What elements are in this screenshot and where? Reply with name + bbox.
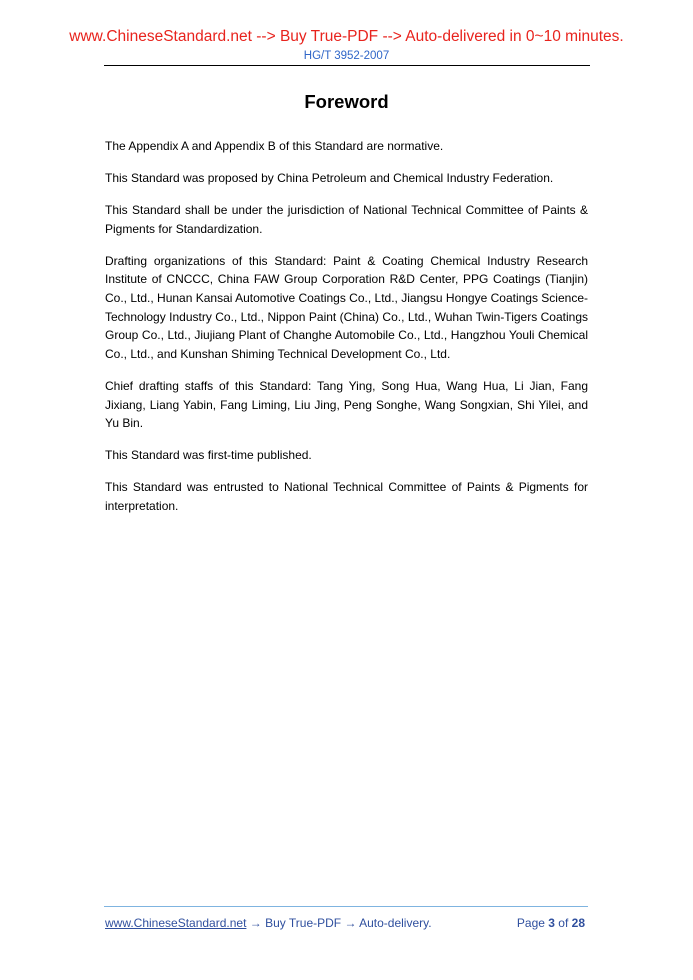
footer-promo-text: → Buy True-PDF → Auto-delivery. bbox=[246, 916, 432, 930]
paragraph-drafting-staffs: Chief drafting staffs of this Standard: Tang Ying, Song Hua, Wang Hua, Li Jian, Fang Jixiang, Liang Yabin, Fang Liming, Liu Jing, Peng Songhe, Wang Songxian, Shi Yilei, and Yu Bin. bbox=[105, 378, 588, 431]
paragraph-drafting-organizations: Drafting organizations of this Standard: Paint & Coating Chemical Industry Research Institute of CNCCC, China FAW Group Corporation R&D Center, PPG Coatings (Tianjin) Co., Ltd., Hunan Kansai Automotive Coatings Co., Ltd., Jiangsu Hongye Coatings Science-Technology Industry Co., Ltd., Nippon Paint (China) Co., Ltd., Wuhan Twin-Tigers Coatings Group Co., Ltd., Jiujiang Plant of Changhe Automobile Co., Ltd., Hangzhou Youli Chemical Co., Ltd., and Kunshan Shiming Technical Development Co., Ltd. bbox=[105, 253, 588, 361]
page-current: 3 bbox=[548, 916, 555, 930]
paragraph-jurisdiction: This Standard shall be under the jurisdiction of National Technical Committee of Paints & Pigments for Standardization. bbox=[105, 203, 588, 236]
standard-code: HG/T 3952-2007 bbox=[303, 50, 390, 62]
page-number bbox=[517, 916, 585, 930]
page-of-label: of bbox=[554, 916, 572, 930]
page-title: Foreword bbox=[304, 91, 389, 112]
document-body bbox=[105, 137, 588, 529]
header-divider bbox=[104, 65, 590, 66]
paragraph-first-published: This Standard was first-time published. bbox=[105, 448, 312, 463]
footer-site-link[interactable]: www.ChineseStandard.net bbox=[105, 916, 247, 930]
paragraph-normative-appendices: The Appendix A and Appendix B of this Standard are normative. bbox=[105, 139, 444, 153]
top-banner[interactable]: www.ChineseStandard.net --> Buy True-PDF --> Auto-delivered in 0~10 minutes. bbox=[69, 28, 624, 45]
page-label: Page bbox=[516, 916, 549, 930]
paragraph-interpretation: This Standard was entrusted to National Technical Committee of Paints & Pigments for interpretation. bbox=[105, 480, 588, 513]
footer-divider bbox=[104, 906, 588, 907]
paragraph-proposed-by: This Standard was proposed by China Petroleum and Chemical Industry Federation. bbox=[105, 171, 554, 186]
page-total: 28 bbox=[571, 916, 585, 930]
footer-promo bbox=[105, 916, 432, 930]
